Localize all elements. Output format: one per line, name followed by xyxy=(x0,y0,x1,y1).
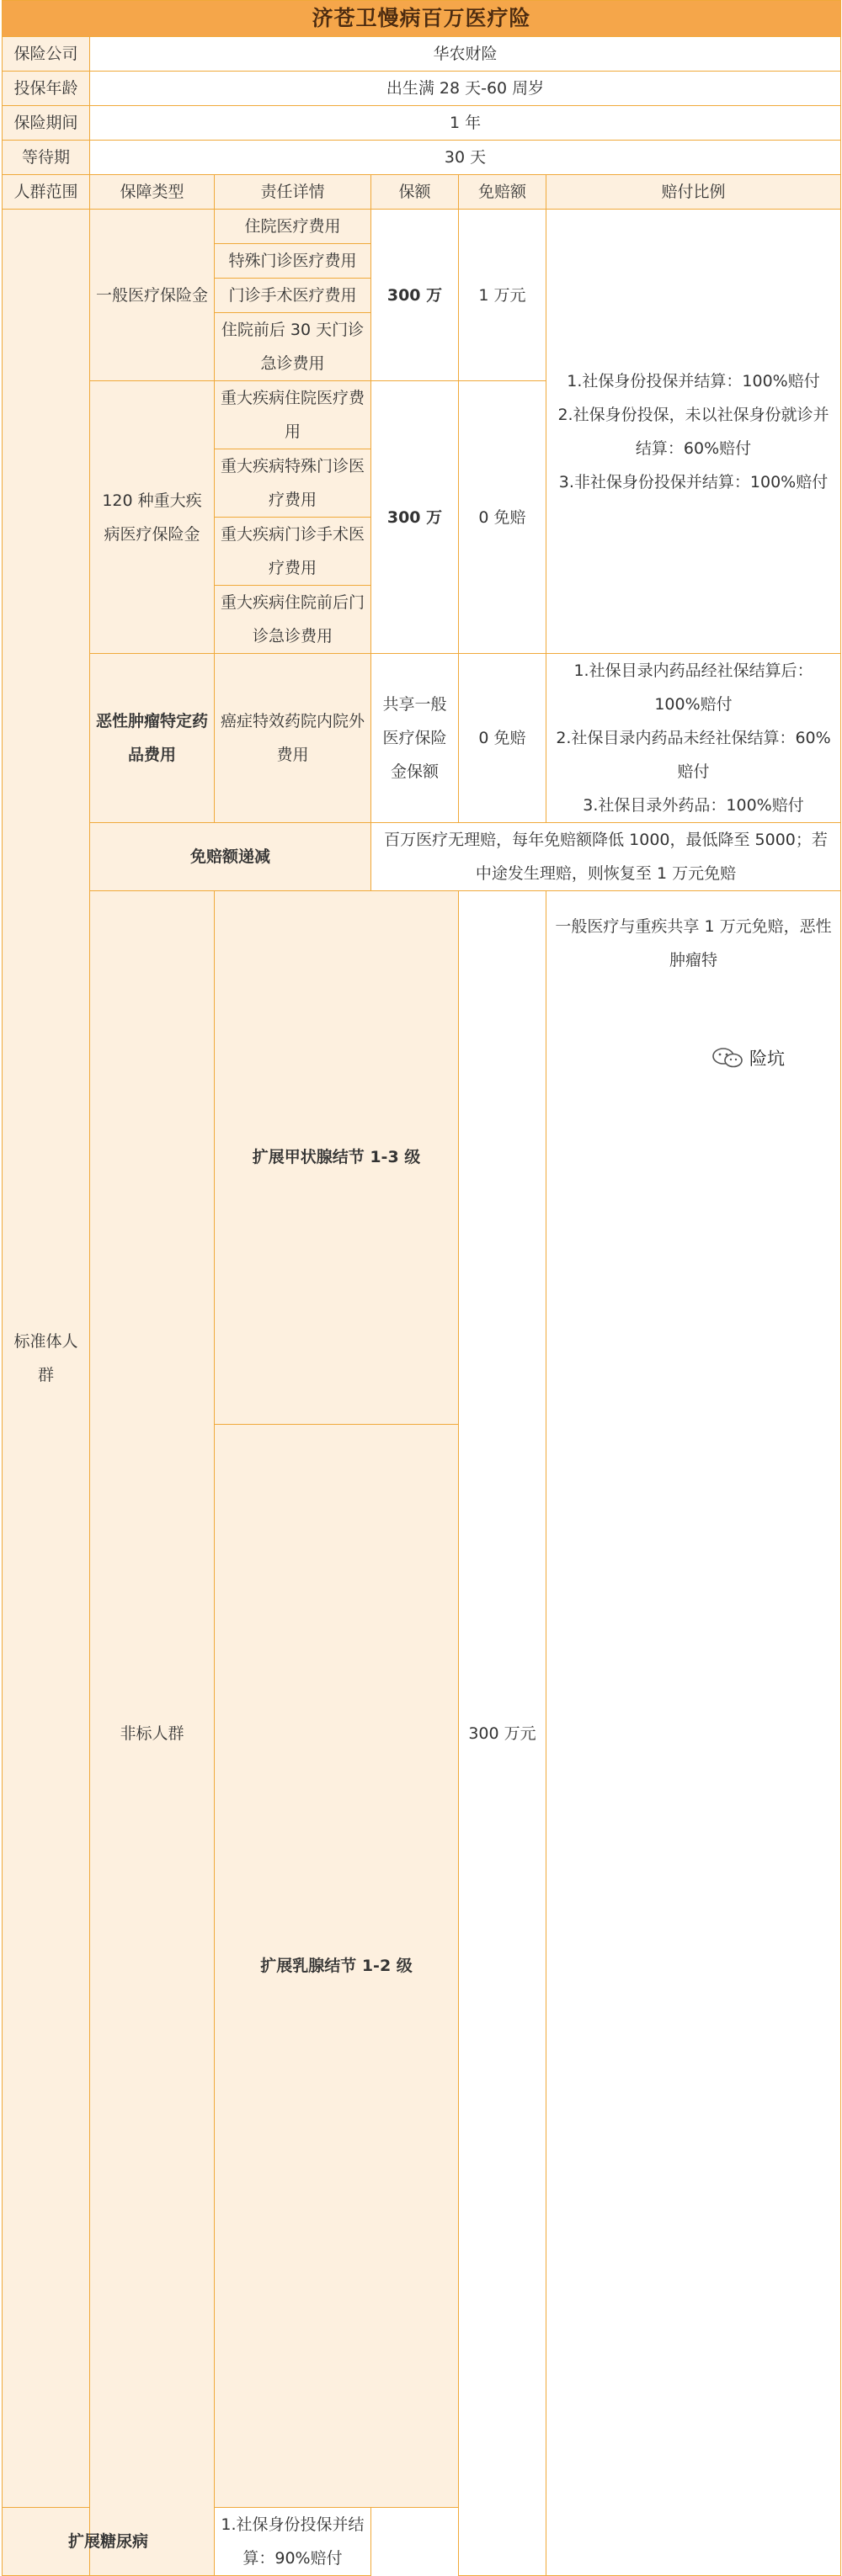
group-nonstandard: 非标人群 xyxy=(90,891,215,2576)
header-cell: 人群范围 xyxy=(3,175,90,210)
watermark xyxy=(711,1044,837,1072)
nonstandard-item: 扩展甲状腺结节 1-3 级 xyxy=(215,891,459,1425)
amount-cancer: 共享一般医疗保险金保额 xyxy=(371,654,459,823)
info-value: 出生满 28 天-60 周岁 xyxy=(90,72,841,106)
coverage-type-critical: 120 种重大疾病医疗保险金 xyxy=(90,381,215,654)
detail-cell: 住院医疗费用 xyxy=(215,210,371,244)
info-label: 投保年龄 xyxy=(3,72,90,106)
page-title: 济苍卫慢病百万医疗险 xyxy=(3,1,841,37)
payout-cancer xyxy=(546,654,841,823)
amount-general: 300 万 xyxy=(371,210,459,381)
payout-line: 2.社保身份投保，未以社保身份就诊并结算：60%赔付 xyxy=(557,405,829,458)
payout-line: 3.非社保身份投保并结算：100%赔付 xyxy=(558,472,829,491)
group-standard: 标准体人群 xyxy=(3,210,90,2508)
info-value: 30 天 xyxy=(90,141,841,175)
amount-nonstandard: 300 万元 xyxy=(459,891,546,2576)
coverage-type-cancer: 恶性肿瘤特定药品费用 xyxy=(90,654,215,823)
header-cell: 责任详情 xyxy=(215,175,371,210)
detail-cell: 重大疾病门诊手术医疗费用 xyxy=(215,518,371,586)
amount-critical: 300 万 xyxy=(371,381,459,654)
insurance-table xyxy=(2,0,841,2576)
deductible-decrease-label: 免赔额递减 xyxy=(90,823,371,891)
wechat-icon xyxy=(711,1046,746,1070)
info-label: 保险公司 xyxy=(3,37,90,72)
coverage-type-general: 一般医疗保险金 xyxy=(90,210,215,381)
payout-line: 2.社保目录内药品未经社保结算：60%赔付 xyxy=(556,729,831,781)
header-cell: 赔付比例 xyxy=(546,175,841,210)
nonstandard-item: 扩展乳腺结节 1-2 级 xyxy=(215,1424,459,2507)
detail-cell: 重大疾病住院前后门诊急诊费用 xyxy=(215,586,371,654)
payout-line: 1.社保身份投保并结算：90%赔付 xyxy=(215,2508,371,2576)
nonstandard-item: 扩展糖尿病 xyxy=(3,2508,215,2576)
payout-line: 3.社保目录外药品：100%赔付 xyxy=(583,796,804,815)
deductible-cancer: 0 免赔 xyxy=(459,654,546,823)
detail-cell: 重大疾病特殊门诊医疗费用 xyxy=(215,449,371,518)
deductible-general: 1 万元 xyxy=(459,210,546,381)
detail-cell: 门诊手术医疗费用 xyxy=(215,279,371,313)
deductible-nonstandard: 一般医疗与重疾共享 1 万元免赔，恶性肿瘤特 xyxy=(546,891,841,2576)
header-cell: 免赔额 xyxy=(459,175,546,210)
payout-line: 1.社保目录内药品经社保结算后：100%赔付 xyxy=(573,661,813,714)
info-label: 等待期 xyxy=(3,141,90,175)
info-label: 保险期间 xyxy=(3,106,90,141)
info-value: 1 年 xyxy=(90,106,841,141)
header-cell: 保障类型 xyxy=(90,175,215,210)
header-cell: 保额 xyxy=(371,175,459,210)
deductible-critical: 0 免赔 xyxy=(459,381,546,654)
payout-line: 1.社保身份投保并结算：100%赔付 xyxy=(567,371,820,390)
detail-cell: 住院前后 30 天门诊急诊费用 xyxy=(215,313,371,381)
payout-standard xyxy=(546,210,841,654)
deductible-decrease-text: 百万医疗无理赔，每年免赔额降低 1000，最低降至 5000；若中途发生理赔，则恢复至 1 万元免赔 xyxy=(371,823,841,891)
detail-cell: 重大疾病住院医疗费用 xyxy=(215,381,371,449)
detail-cell: 癌症特效药院内院外费用 xyxy=(215,654,371,823)
watermark-text: 险坑 xyxy=(749,1049,785,1069)
detail-cell: 特殊门诊医疗费用 xyxy=(215,244,371,279)
info-value: 华农财险 xyxy=(90,37,841,72)
